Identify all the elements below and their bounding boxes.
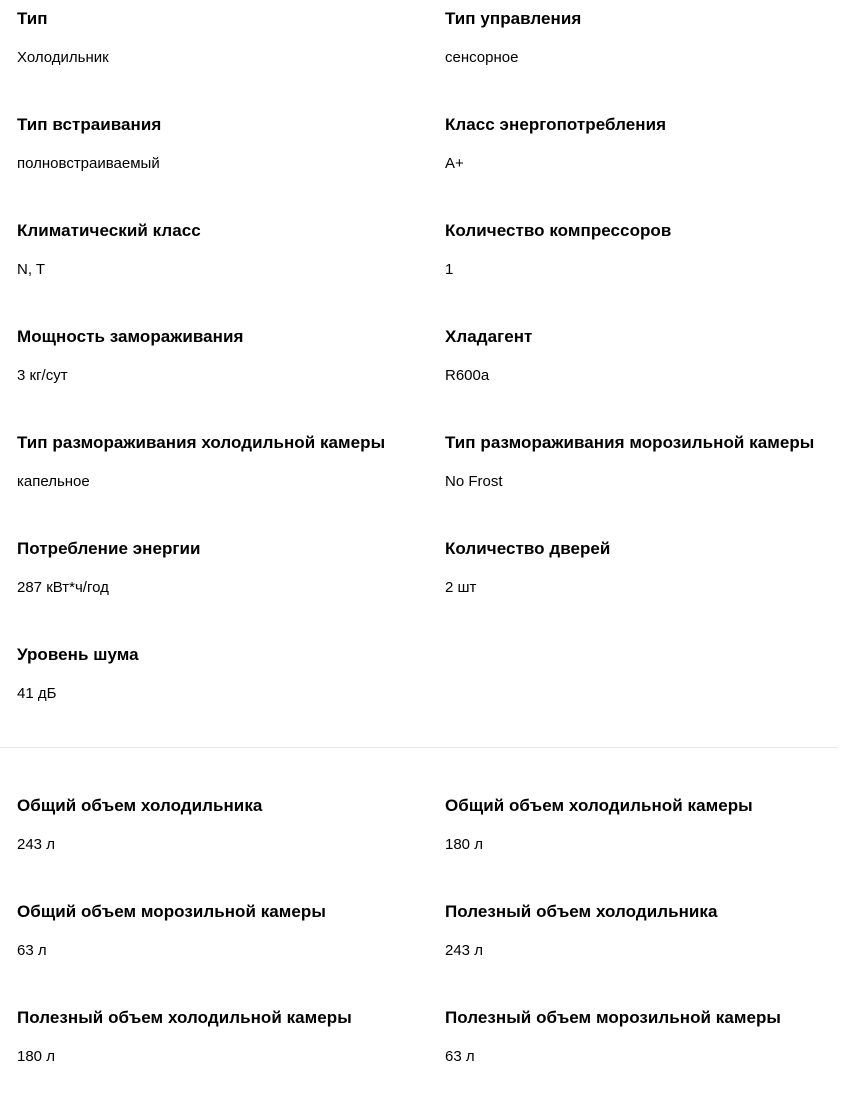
spec-value: 1 <box>445 261 454 278</box>
spec-value: сенсорное <box>445 49 519 66</box>
spec-value: 180 л <box>17 1048 55 1065</box>
spec-value: N, T <box>17 261 46 278</box>
spec-label: Мощность замораживания <box>17 327 244 346</box>
spec-label: Общий объем морозильной камеры <box>17 902 326 921</box>
spec-total-freezer-volume <box>0 893 428 999</box>
spec-value: 63 л <box>445 1048 475 1065</box>
spec-freezer-defrost-type <box>428 424 841 530</box>
spec-total-volume <box>0 787 428 893</box>
spec-value: 2 шт <box>445 579 477 596</box>
spec-built-in-type <box>0 106 428 212</box>
section-divider <box>0 747 838 748</box>
spec-fridge-defrost-type <box>0 424 428 530</box>
spec-label: Потребление энергии <box>17 539 201 558</box>
spec-label: Хладагент <box>445 327 533 346</box>
spec-value: 243 л <box>17 836 55 853</box>
spec-value: 287 кВт*ч/год <box>17 579 109 596</box>
spec-noise-level <box>0 636 428 742</box>
spec-useful-freezer-volume <box>428 999 841 1105</box>
spec-label: Количество компрессоров <box>445 221 672 240</box>
spec-label: Полезный объем холодильника <box>445 902 718 921</box>
spec-label: Тип размораживания морозильной камеры <box>445 433 815 452</box>
spec-label: Полезный объем холодильной камеры <box>17 1008 352 1027</box>
spec-energy-consumption <box>0 530 428 636</box>
spec-useful-fridge-volume <box>0 999 428 1105</box>
specs-grid-volume <box>0 787 841 1105</box>
spec-value: R600a <box>445 367 490 384</box>
spec-label: Уровень шума <box>17 645 139 664</box>
spec-value: 243 л <box>445 942 483 959</box>
spec-value: 41 дБ <box>17 685 57 702</box>
spec-label: Тип <box>17 9 48 28</box>
spec-door-count <box>428 530 841 636</box>
specs-section-volume <box>0 787 841 1105</box>
spec-value: 180 л <box>445 836 483 853</box>
spec-compressor-count <box>428 212 841 318</box>
spec-label: Тип управления <box>445 9 582 28</box>
spec-value: 63 л <box>17 942 47 959</box>
spec-value: А+ <box>445 155 464 172</box>
spec-label: Класс энергопотребления <box>445 115 667 134</box>
spec-freezing-power <box>0 318 428 424</box>
spec-label: Полезный объем морозильной камеры <box>445 1008 782 1027</box>
spec-value: 3 кг/сут <box>17 367 68 384</box>
spec-label: Общий объем холодильной камеры <box>445 796 753 815</box>
spec-value: Холодильник <box>17 49 109 66</box>
spec-label: Общий объем холодильника <box>17 796 263 815</box>
spec-useful-volume <box>428 893 841 999</box>
spec-label: Тип встраивания <box>17 115 162 134</box>
spec-climate-class <box>0 212 428 318</box>
spec-label: Климатический класс <box>17 221 201 240</box>
spec-type <box>0 0 428 106</box>
spec-control-type <box>428 0 841 106</box>
spec-label: Тип размораживания холодильной камеры <box>17 433 386 452</box>
spec-total-fridge-volume <box>428 787 841 893</box>
spec-value: No Frost <box>445 473 503 490</box>
spec-refrigerant <box>428 318 841 424</box>
spec-label: Количество дверей <box>445 539 611 558</box>
spec-energy-class <box>428 106 841 212</box>
spec-value: капельное <box>17 473 90 490</box>
spec-value: полновстраиваемый <box>17 155 160 172</box>
